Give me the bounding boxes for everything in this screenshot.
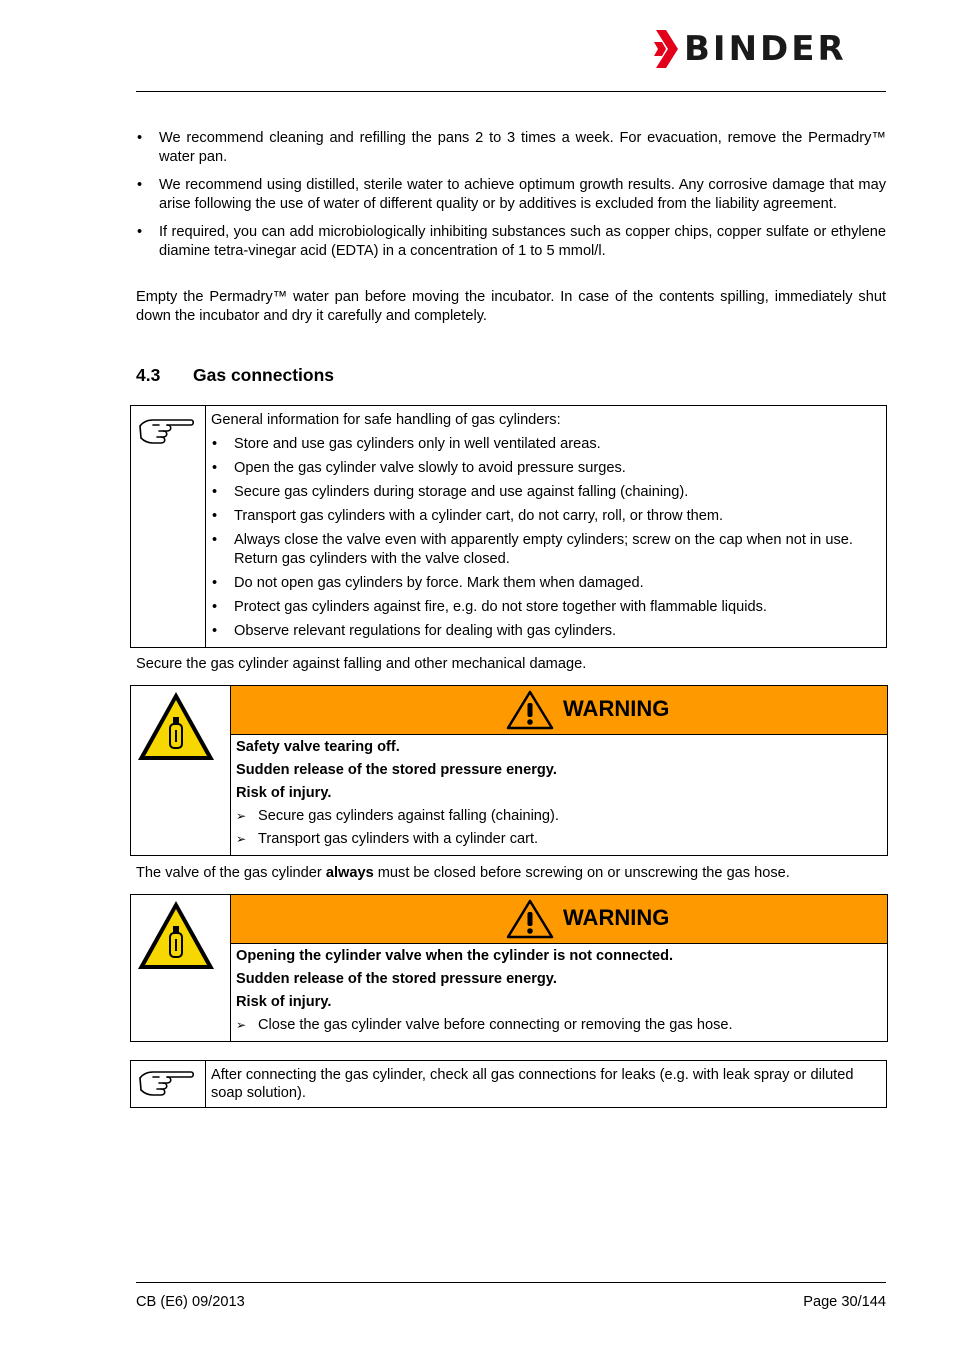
hazard-line: Sudden release of the stored pressure energy. xyxy=(236,762,557,778)
note-icon-cell xyxy=(131,406,206,647)
document-id: CB (E6) 09/2013 xyxy=(136,1294,245,1310)
footer-divider xyxy=(136,1282,886,1283)
hazard-line: Opening the cylinder valve when the cylinder is not connected. xyxy=(236,948,674,964)
logo-arrow-icon xyxy=(654,30,680,68)
hazard-line: Risk of injury. xyxy=(236,994,332,1010)
hazard-line: Sudden release of the stored pressure energy. xyxy=(236,971,557,987)
hazard-line: Safety valve tearing off. xyxy=(236,739,400,755)
valve-text-emphasis: always xyxy=(325,865,374,881)
list-item: • We recommend cleaning and refilling the pans 2 to 3 times a week. For evacuation, remove the Permadry™ water pan. xyxy=(136,129,886,167)
action-item: ➢ Close the gas cylinder valve before connecting or removing the gas hose. xyxy=(236,1016,882,1035)
hazard-line: Risk of injury. xyxy=(236,785,332,801)
list-item: • Always close the valve even with apparently empty cylinders; screw on the cap when not in use. Return gas cylinders with the valve closed. xyxy=(211,531,881,569)
list-item: • Observe relevant regulations for dealing with gas cylinders. xyxy=(211,622,881,641)
list-item: • Store and use gas cylinders only in well ventilated areas. xyxy=(211,435,881,454)
action-item: ➢ Transport gas cylinders with a cylinder cart. xyxy=(236,830,882,849)
warning-box xyxy=(130,685,888,856)
secure-paragraph: Secure the gas cylinder against falling and other mechanical damage. xyxy=(136,656,587,672)
list-item: • Protect gas cylinders against fire, e.g. do not store together with flammable liquids. xyxy=(211,598,881,617)
info-note-box xyxy=(130,405,887,648)
binder-logo xyxy=(654,30,886,68)
valve-text-start: The valve of the gas cylinder xyxy=(136,865,326,881)
action-list xyxy=(236,1016,882,1035)
section-title: Gas connections xyxy=(193,365,335,385)
warning-label: WARNING xyxy=(563,696,670,721)
warning-banner xyxy=(231,686,887,735)
list-item: • Transport gas cylinders with a cylinder cart, do not carry, roll, or throw them. xyxy=(211,507,881,526)
note-lead: General information for safe handling of gas cylinders: xyxy=(211,412,561,428)
transport-paragraph: Empty the Permadry™ water pan before moving the incubator. In case of the contents spilling, immediately shut down the incubator and dry it carefully and completely. xyxy=(136,289,886,324)
gas-cylinder-hazard-icon xyxy=(136,899,216,971)
note-icon-cell xyxy=(131,1061,206,1107)
warning-body xyxy=(236,738,882,853)
list-item: • Open the gas cylinder valve slowly to avoid pressure surges. xyxy=(211,459,881,478)
gas-cylinder-hazard-icon xyxy=(136,690,216,762)
page-number: Page 30/144 xyxy=(803,1294,886,1310)
hazard-icon-cell xyxy=(131,895,231,1041)
warning-triangle-icon xyxy=(506,899,554,939)
pointing-hand-icon xyxy=(137,412,197,452)
list-item: • We recommend using distilled, sterile water to achieve optimum growth results. Any corrosive damage that may arise following the use of water of different quality or by additives is excluded from the liability agreement. xyxy=(136,176,886,214)
action-item: ➢ Secure gas cylinders against falling (chaining). xyxy=(236,807,882,826)
hazard-icon-cell xyxy=(131,686,231,855)
action-list xyxy=(236,807,882,849)
info-note-box xyxy=(130,1060,887,1108)
section-heading xyxy=(136,364,334,386)
header-divider xyxy=(136,91,886,92)
warning-box xyxy=(130,894,888,1042)
intro-bullet-list xyxy=(136,129,886,270)
valve-text-end: must be closed before screwing on or unscrewing the gas hose. xyxy=(373,865,790,881)
list-item: • Do not open gas cylinders by force. Mark them when damaged. xyxy=(211,574,881,593)
list-item: • Secure gas cylinders during storage and use against falling (chaining). xyxy=(211,483,881,502)
gas-safety-list xyxy=(211,435,881,641)
warning-triangle-icon xyxy=(506,690,554,730)
warning-banner xyxy=(231,895,887,944)
note-content: After connecting the gas cylinder, check all gas connections for leaks (e.g. with leak spray or diluted soap solution). xyxy=(211,1067,854,1101)
pointing-hand-icon xyxy=(137,1064,197,1104)
valve-paragraph xyxy=(136,864,790,883)
section-number: 4.3 xyxy=(136,365,161,385)
brand-name: BINDER xyxy=(684,29,847,69)
note-content xyxy=(211,411,881,646)
warning-label: WARNING xyxy=(563,905,670,930)
list-item: • If required, you can add microbiologically inhibiting substances such as copper chips, copper sulfate or ethylene diamine tetra-vinegar acid (EDTA) in a concentration of 1 to 5 mmol/l. xyxy=(136,223,886,261)
warning-body xyxy=(236,947,882,1039)
